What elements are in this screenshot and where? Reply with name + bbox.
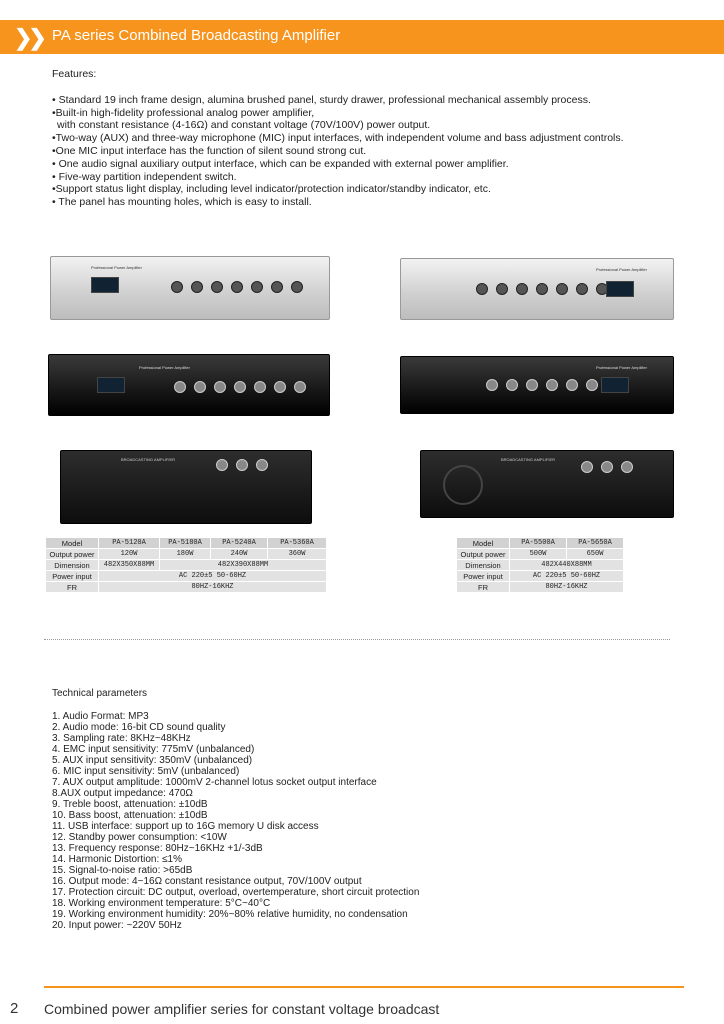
feature-item: •Built-in high-fidelity professional analog power amplifier,: [52, 106, 315, 119]
table-row: [457, 549, 623, 559]
table-cell: Model: [457, 538, 509, 548]
feature-item: •One MIC input interface has the function of silent sound strong cut.: [52, 144, 367, 157]
table-cell: PA-5500A: [510, 538, 566, 548]
panel-text: BROADCASTING AMPLIFIER: [121, 457, 176, 462]
table-cell: Dimension: [457, 560, 509, 570]
tech-item: 10. Bass boost, attenuation: ±10dB: [52, 810, 208, 821]
tech-item: 18. Working environment temperature: 5°C~40°C: [52, 898, 271, 909]
feature-item: • Standard 19 inch frame design, alumina brushed panel, sturdy drawer, professional mechanical assembly process.: [52, 93, 591, 106]
feature-item: •Support status light display, including level indicator/protection indicator/standby indicator, etc.: [52, 183, 491, 196]
table-row: [457, 560, 623, 570]
amplifier-front-black-left: [48, 354, 330, 416]
table-cell: 650W: [567, 549, 623, 559]
fan-icon: [443, 465, 483, 505]
panel-text: Professional Power Amplifier: [596, 365, 647, 370]
tech-item: 15. Signal-to-noise ratio: >65dB: [52, 865, 193, 876]
spec-table-left: [45, 537, 327, 593]
amplifier-back-left: [60, 450, 312, 524]
amplifier-front-silver-left: [50, 256, 330, 320]
table-cell: AC 220±5 50-60HZ: [510, 571, 623, 581]
header-bar: [0, 20, 724, 54]
tech-item: 14. Harmonic Distortion: ≤1%: [52, 854, 182, 865]
features-title: Features:: [52, 68, 97, 80]
feature-item: • One audio signal auxiliary output interface, which can be expanded with external power amplifier.: [52, 157, 509, 170]
table-cell: PA-5650A: [567, 538, 623, 548]
table-row: [46, 549, 326, 559]
tech-item: 7. AUX output amplitude: 1000mV 2-channel lotus socket output interface: [52, 777, 377, 788]
technical-parameters: [52, 688, 419, 931]
tech-item: 19. Working environment humidity: 20%~80% relative humidity, no condensation: [52, 909, 408, 920]
feature-item: with constant resistance (4-16Ω) and constant voltage (70V/100V) power output.: [57, 119, 431, 132]
table-cell: Power input: [457, 571, 509, 581]
table-row: [457, 571, 623, 581]
chevrons-right-icon: ❯❯: [14, 25, 43, 50]
features-section: [52, 68, 712, 209]
divider: [44, 639, 670, 640]
panel-text: BROADCASTING AMPLIFIER: [501, 457, 556, 462]
tech-item: 9. Treble boost, attenuation: ±10dB: [52, 799, 208, 810]
feature-item: •Two-way (AUX) and three-way microphone (MIC) input interfaces, with independent volume and bass adjustment controls.: [52, 132, 624, 145]
table-cell: PA-5360A: [268, 538, 326, 548]
table-cell: Model: [46, 538, 98, 548]
tech-item: 16. Output mode: 4~16Ω constant resistance output, 70V/100V output: [52, 876, 362, 887]
footer-line: [44, 986, 684, 988]
amplifier-back-right: [420, 450, 674, 518]
tech-item: 13. Frequency response: 80Hz~16KHz +1/-3dB: [52, 843, 263, 854]
table-cell: Output power: [457, 549, 509, 559]
table-cell: PA-5240A: [211, 538, 267, 548]
tech-item: 3. Sampling rate: 8KHz~48KHz: [52, 733, 191, 744]
feature-item: • The panel has mounting holes, which is easy to install.: [52, 196, 312, 209]
table-row: [457, 582, 623, 592]
table-cell: PA-5180A: [160, 538, 210, 548]
tech-item: 17. Protection circuit: DC output, overload, overtemperature, short circuit protection: [52, 887, 420, 898]
tech-item: 2. Audio mode: 16-bit CD sound quality: [52, 722, 226, 733]
panel-text: Professional Power Amplifier: [91, 265, 142, 270]
tech-title: Technical parameters: [52, 688, 148, 699]
table-cell: FR: [457, 582, 509, 592]
table-cell: 240W: [211, 549, 267, 559]
feature-item: • Five-way partition independent switch.: [52, 170, 237, 183]
tech-item: 1. Audio Format: MP3: [52, 711, 149, 722]
tech-item: 11. USB interface: support up to 16G memory U disk access: [52, 821, 319, 832]
tech-item: 20. Input power: ~220V 50Hz: [52, 920, 182, 931]
table-row: [457, 538, 623, 548]
amplifier-front-black-right: [400, 356, 674, 414]
amplifier-front-silver-right: [400, 258, 674, 320]
table-cell: 482X440X88MM: [510, 560, 623, 570]
table-cell: 500W: [510, 549, 566, 559]
table-cell: Dimension: [46, 560, 98, 570]
panel-text: Professional Power Amplifier: [139, 365, 190, 370]
table-cell: 80HZ-16KHZ: [510, 582, 623, 592]
table-cell: PA-5120A: [99, 538, 159, 548]
table-row: [46, 538, 326, 548]
tech-item: 12. Standby power consumption: <10W: [52, 832, 227, 843]
page-title: PA series Combined Broadcasting Amplifier: [52, 27, 341, 44]
table-cell: 482X390X88MM: [160, 560, 326, 570]
tech-item: 6. MIC input sensitivity: 5mV (unbalanced): [52, 766, 240, 777]
tech-item: 8.AUX output impedance: 470Ω: [52, 788, 193, 799]
table-row: [46, 582, 326, 592]
table-cell: 120W: [99, 549, 159, 559]
table-cell: 360W: [268, 549, 326, 559]
tech-item: 5. AUX input sensitivity: 350mV (unbalanced): [52, 755, 253, 766]
page-number: 2: [10, 1000, 19, 1017]
table-cell: 80HZ-16KHZ: [99, 582, 326, 592]
table-cell: 180W: [160, 549, 210, 559]
table-row: [46, 571, 326, 581]
table-cell: FR: [46, 582, 98, 592]
panel-text: Professional Power Amplifier: [596, 267, 647, 272]
table-row: [46, 560, 326, 570]
table-cell: 482X350X88MM: [99, 560, 159, 570]
table-cell: AC 220±5 50-60HZ: [99, 571, 326, 581]
table-cell: Output power: [46, 549, 98, 559]
footer-title: Combined power amplifier series for constant voltage broadcast: [44, 1001, 440, 1017]
spec-table-right: [456, 537, 624, 593]
table-cell: Power input: [46, 571, 98, 581]
tech-item: 4. EMC input sensitivity: 775mV (unbalanced): [52, 744, 255, 755]
